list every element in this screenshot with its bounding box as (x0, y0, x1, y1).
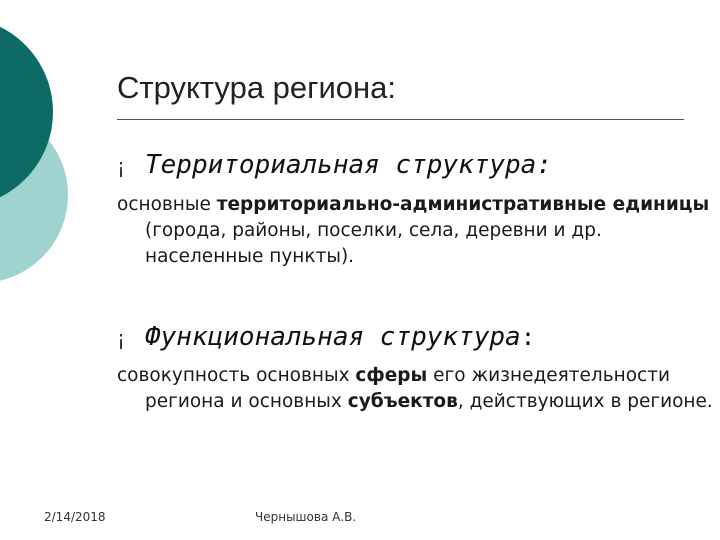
emphasis-text: субъектов (347, 391, 458, 412)
title-divider (117, 119, 684, 120)
emphasis-text: сферы (355, 365, 428, 386)
bullet-heading-territorial: Территориальная структура: (145, 150, 552, 180)
paragraph-functional (117, 363, 715, 415)
bullet-heading-functional: Функциональная структура (145, 322, 521, 352)
teal-circle-decoration (0, 0, 100, 300)
slide-title: Структура региона: (117, 70, 396, 105)
bullet-heading-suffix: : (520, 323, 536, 351)
body-text: основные (117, 194, 217, 215)
footer-author: Чернышова А.В. (255, 510, 357, 524)
emphasis-text: территориально-административные единицы (216, 194, 710, 215)
body-text: его жизнедеятельности региона и основных (145, 365, 671, 412)
body-text: (города, районы, поселки, села, деревни и др. населенные пункты). (145, 220, 602, 267)
hollow-circle-bullet-icon: ¡ (117, 326, 126, 350)
bullet-territorial (117, 150, 552, 180)
body-text: совокупность основных (117, 365, 356, 386)
paragraph-territorial (117, 192, 715, 270)
footer-date: 2/14/2018 (44, 510, 106, 524)
hollow-circle-bullet-icon: ¡ (117, 154, 126, 178)
body-text: , действующих в регионе. (457, 391, 713, 412)
bullet-functional (117, 322, 535, 352)
